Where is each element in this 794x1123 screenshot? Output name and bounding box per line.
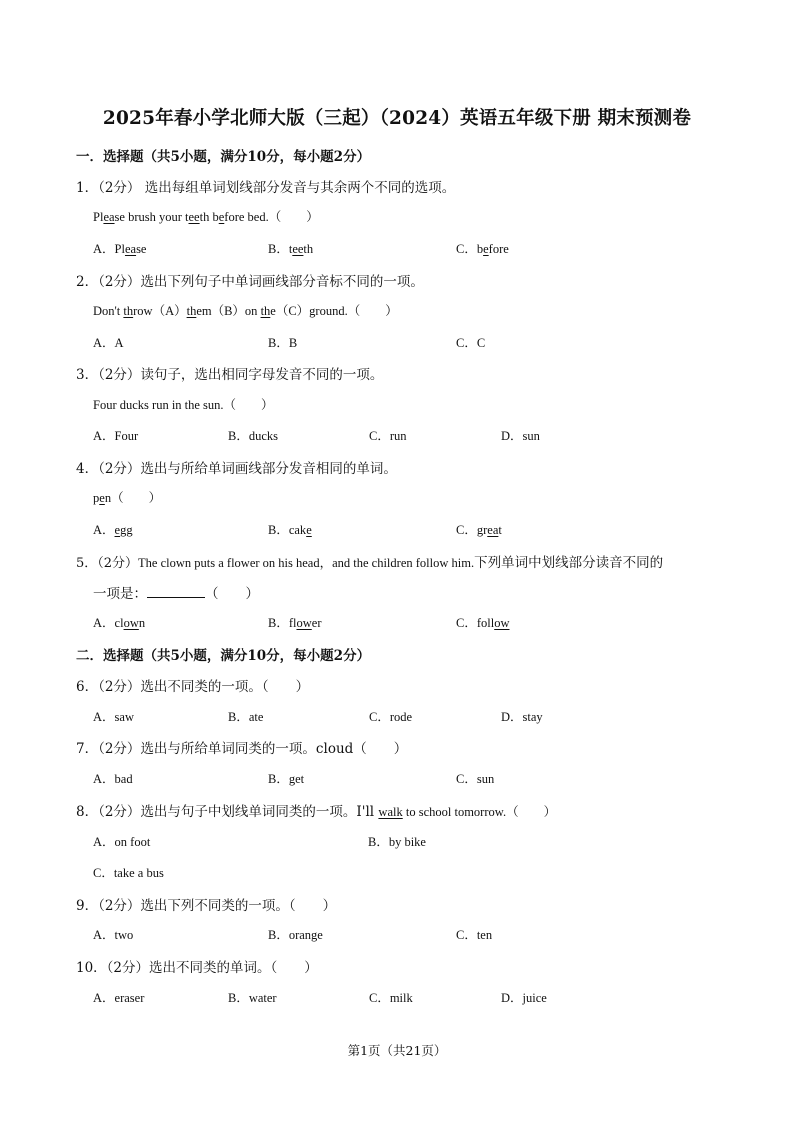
question-1-sentence: Please brush your teeth before bed.（ ） [93,210,319,224]
question-stem: 选出每组单词划线部分发音与其余两个不同的选项。 [140,180,456,196]
option-a[interactable]: A．egg [93,523,133,537]
option-b[interactable]: B．ate [228,710,264,724]
option-b[interactable]: B．teeth [268,242,314,256]
option-a[interactable]: A．Four [93,429,139,443]
section-heading-2: 二．选择题（共5小题，满分10分，每小题2分） [76,648,371,664]
option-d[interactable]: D．stay [501,710,543,724]
option-b[interactable]: B．cake [268,523,312,537]
option-a[interactable]: A．bad [93,772,133,786]
option-a[interactable]: A．on foot [93,835,151,849]
question-5: 5．（2分）The clown puts a flower on his head，and the children follow him.下列单词中划线部分读音不同的 [76,555,664,571]
question-9: 9．（2分）选出下列不同类的一项。（ ） [76,898,337,914]
option-c[interactable]: C．before [456,242,509,256]
option-c[interactable]: C．sun [456,772,495,786]
answer-blank[interactable] [147,585,205,598]
option-a[interactable]: A．Please [93,242,147,256]
option-c[interactable]: C．ten [456,928,493,942]
option-c[interactable]: C．take a bus [93,866,164,880]
option-c[interactable]: C．great [456,523,502,537]
option-c[interactable]: C．rode [369,710,413,724]
question-2-sentence: Don't throw（A）them（B）on the（C）ground.（ ） [93,304,398,318]
option-c[interactable]: C．follow [456,616,510,630]
option-b[interactable]: B．B [268,336,298,350]
question-1 [76,176,455,196]
option-b[interactable]: B．by bike [368,835,426,849]
question-8: 8．（2分）选出与句子中划线单词同类的一项。I'll walk to school tomorrow.（ ） [76,804,557,820]
option-d[interactable]: D．juice [501,991,547,1005]
option-a[interactable]: A．clown [93,616,146,630]
question-6: 6．（2分）选出不同类的一项。（ ） [76,679,310,695]
question-4: 4．（2分）选出与所给单词画线部分发音相同的单词。 [76,461,397,477]
option-b[interactable]: B．flower [268,616,322,630]
page-title: 2025年春小学北师大版（三起）（2024）英语五年级下册 期末预测卷 [102,108,692,129]
question-3-sentence: Four ducks run in the sun.（ ） [93,398,274,412]
page-footer: 第1页（共21页） [347,1043,447,1058]
question-7: 7．（2分）选出与所给单词同类的一项。cloud（ ） [76,741,408,757]
option-b[interactable]: B．ducks [228,429,279,443]
option-b[interactable]: B．get [268,772,305,786]
option-b[interactable]: B．orange [268,928,323,942]
option-a[interactable]: A．A [93,336,124,350]
section-heading-1: 一．选择题（共5小题，满分10分，每小题2分） [76,149,371,165]
option-c[interactable]: C．milk [369,991,413,1005]
question-number: 1．（2分） [76,180,141,196]
option-a[interactable]: A．saw [93,710,134,724]
question-5-line-2: 一项是： （ ） [93,586,259,602]
option-c[interactable]: C．C [456,336,486,350]
option-a[interactable]: A．two [93,928,134,942]
option-a[interactable]: A．eraser [93,991,145,1005]
question-10: 10．（2分）选出不同类的单词。（ ） [76,960,318,976]
option-d[interactable]: D．sun [501,429,540,443]
question-4-word: pen（ ） [93,491,162,505]
option-b[interactable]: B．water [228,991,277,1005]
option-c[interactable]: C．run [369,429,407,443]
question-2: 2．（2分）选出下列句子中单词画线部分音标不同的一项。 [76,274,424,290]
question-3: 3．（2分）读句子，选出相同字母发音不同的一项。 [76,367,384,383]
